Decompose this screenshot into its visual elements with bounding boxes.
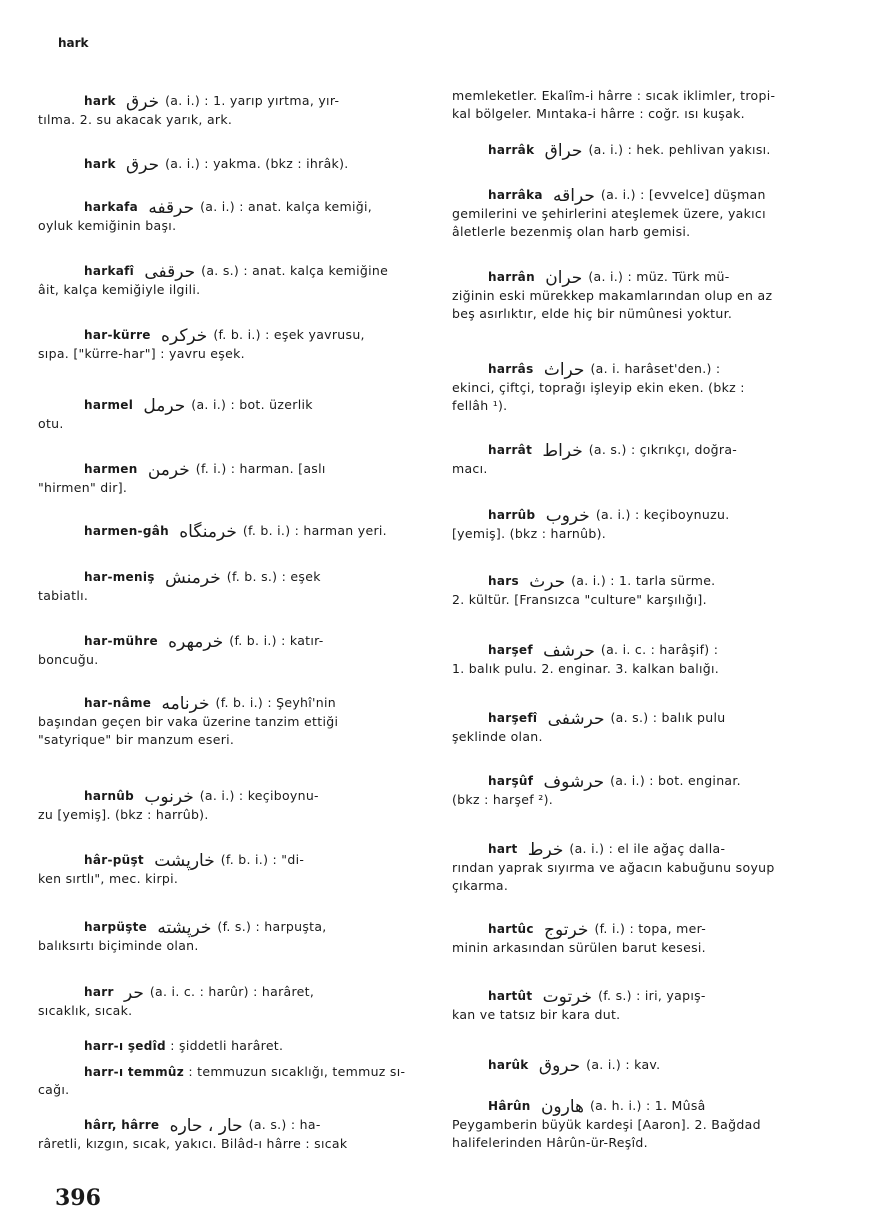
- headword: harmen-gâh: [84, 524, 169, 538]
- dictionary-entry: [452, 709, 725, 746]
- definition-continuation: 2. kültür. [Fransızca "culture" karşılığı].: [452, 592, 707, 607]
- headword: harrâs: [488, 362, 534, 376]
- entry-first-line: [38, 155, 349, 174]
- definition-text: (a. i.) : anat. kalça kemiği,: [200, 199, 373, 214]
- definition-continuation: râretli, kızgın, sıcak, yakıcı. Bilâd-ı hârre : sıcak: [38, 1136, 348, 1151]
- definition-text: (f. s.) : iri, yapış-: [598, 988, 706, 1003]
- headword: harşûf: [488, 774, 534, 788]
- arabic-script: خرنوب: [144, 787, 194, 807]
- dictionary-entry: [38, 155, 349, 174]
- definition-continuation: balıksırtı biçiminde olan.: [38, 938, 199, 953]
- arabic-script: حرمل: [143, 396, 186, 416]
- entry-first-line: [452, 87, 775, 105]
- definition-text: (a. s.) : çıkrıkçı, doğra-: [588, 442, 738, 457]
- definition-text: (f. b. i.) : eşek yavrusu,: [213, 327, 365, 342]
- dictionary-entry: [452, 141, 771, 160]
- definition-text: (a. i.) : kav.: [586, 1057, 661, 1072]
- dictionary-entry: [38, 198, 372, 235]
- entry-first-line: [452, 1056, 660, 1075]
- entry-first-line: [38, 92, 339, 111]
- definition-text: (a. h. i.) : 1. Mûsâ: [590, 1098, 706, 1113]
- definition-continuation: kan ve tatsız bir kara dut.: [452, 1007, 621, 1022]
- entry-first-line: [38, 632, 324, 651]
- definition-text: (a. i. c. : harâşif) :: [600, 642, 719, 657]
- arabic-script: حرقفه: [148, 198, 195, 218]
- dictionary-entry: [452, 572, 715, 609]
- arabic-script: خارپشت: [154, 851, 215, 871]
- dictionary-entry: [452, 186, 766, 241]
- entry-first-line: [38, 460, 326, 479]
- definition-continuation: ken sırtlı", mec. kirpi.: [38, 871, 179, 886]
- arabic-script: حرقفى: [144, 262, 196, 282]
- dictionary-entry: [38, 568, 321, 605]
- headword: harrât: [488, 443, 533, 457]
- dictionary-entry: [38, 326, 365, 363]
- dictionary-entry: [452, 506, 730, 543]
- dictionary-entry: [452, 920, 706, 957]
- definition-continuation: otu.: [38, 416, 64, 431]
- definition-text: (a. i.) : bot. enginar.: [610, 773, 741, 788]
- definition-text: (f. b. i.) : harman yeri.: [242, 523, 387, 538]
- arabic-script: حرشوف: [543, 772, 605, 792]
- definition-continuation: cağı.: [38, 1082, 70, 1097]
- dictionary-entry: [38, 396, 313, 433]
- headword: harnûb: [84, 789, 135, 803]
- arabic-script: حرشف: [543, 641, 595, 661]
- definition-continuation: sıpa. ["kürre-har"] : yavru eşek.: [38, 346, 245, 361]
- definition-continuation: başından geçen bir vaka üzerine tanzim ettiği: [38, 714, 339, 729]
- definition-continuation: (bkz : harşef ²).: [452, 792, 554, 807]
- entry-first-line: [38, 522, 387, 541]
- definition-text: (a. i. c. : harûr) : harâret,: [149, 984, 315, 999]
- definition-text: (f. b. s.) : eşek: [226, 569, 321, 584]
- definition-text: (f. b. i.) : "di-: [220, 852, 305, 867]
- entry-first-line: [38, 198, 372, 217]
- arabic-script: خرنامه: [161, 694, 210, 714]
- definition-continuation: Peygamberin büyük kardeşi [Aaron]. 2. Bağdad: [452, 1117, 761, 1132]
- arabic-script: حر: [123, 983, 144, 1003]
- headword: har-mühre: [84, 634, 158, 648]
- definition-text: : temmuzun sıcaklığı, temmuz sı-: [188, 1064, 406, 1079]
- headword: harrân: [488, 270, 535, 284]
- definition-continuation: tabiatlı.: [38, 588, 89, 603]
- entry-first-line: [38, 851, 304, 870]
- definition-continuation: boncuğu.: [38, 652, 99, 667]
- headword: harrûb: [488, 508, 536, 522]
- entry-first-line: [452, 840, 775, 859]
- dictionary-entry: [452, 87, 775, 123]
- headword: har-nâme: [84, 696, 152, 710]
- headword: harkafa: [84, 200, 139, 214]
- definition-continuation: şeklinde olan.: [452, 729, 543, 744]
- dictionary-entry: [38, 460, 326, 497]
- entry-first-line: [452, 141, 771, 160]
- entry-first-line: [38, 918, 327, 937]
- entry-first-line: [38, 1037, 283, 1055]
- definition-continuation: ekinci, çiftçi, toprağı işleyip ekin eken. (bkz :: [452, 380, 745, 395]
- definition-text: (a. i.) : keçiboynuzu.: [595, 507, 730, 522]
- entry-first-line: [38, 326, 365, 345]
- definition-continuation: [yemiş]. (bkz : harnûb).: [452, 526, 607, 541]
- definition-text: (a. s.) : balık pulu: [610, 710, 726, 725]
- dictionary-entry: [38, 522, 387, 541]
- definition-continuation: oyluk kemiğinin başı.: [38, 218, 177, 233]
- entry-first-line: [38, 1116, 347, 1135]
- dictionary-entry: [452, 1056, 660, 1075]
- definition-text: memleketler. Ekalîm-i hârre : sıcak iklimler, tropi-: [452, 88, 776, 103]
- definition-text: : şiddetli harâret.: [170, 1038, 284, 1053]
- entry-first-line: [38, 396, 313, 415]
- dictionary-entry: [38, 1037, 283, 1055]
- arabic-script: خرط: [527, 840, 564, 860]
- headword: hars: [488, 574, 519, 588]
- definition-text: (a. i.) : keçiboynu-: [199, 788, 319, 803]
- arabic-script: حراقه: [553, 186, 595, 206]
- entry-first-line: [38, 1063, 405, 1081]
- definition-continuation: 1. balık pulu. 2. enginar. 3. kalkan balığı.: [452, 661, 720, 676]
- definition-continuation: minin arkasından sürülen barut kesesi.: [452, 940, 706, 955]
- definition-text: (a. i.) : müz. Türk mü-: [588, 269, 730, 284]
- entry-first-line: [452, 268, 772, 287]
- definition-continuation: âit, kalça kemiğiyle ilgili.: [38, 282, 201, 297]
- headword: harûk: [488, 1058, 529, 1072]
- headword: harr-ı temmûz: [84, 1065, 185, 1079]
- arabic-script: خركره: [161, 326, 208, 346]
- dictionary-entry: [452, 1097, 761, 1152]
- entry-first-line: [452, 641, 719, 660]
- dictionary-entry: [452, 987, 706, 1024]
- headword: harmen: [84, 462, 138, 476]
- dictionary-entry: [38, 1116, 347, 1153]
- headword: hark: [84, 94, 116, 108]
- arabic-script: خروب: [545, 506, 590, 526]
- dictionary-entry: [452, 441, 737, 478]
- entry-first-line: [452, 360, 745, 379]
- headword: harrâka: [488, 188, 543, 202]
- definition-continuation: rından yaprak sıyırma ve ağacın kabuğunu soyup: [452, 860, 775, 875]
- dictionary-entry: [452, 268, 772, 323]
- entry-first-line: [38, 262, 388, 281]
- entry-first-line: [452, 1097, 761, 1116]
- headword: hârr, hârre: [84, 1118, 160, 1132]
- definition-continuation: çıkarma.: [452, 878, 509, 893]
- definition-text: (a. i.) : yakma. (bkz : ihrâk).: [165, 156, 349, 171]
- headword: hart: [488, 842, 518, 856]
- definition-text: (a. i.) : bot. üzerlik: [191, 397, 313, 412]
- dictionary-entry: [38, 851, 304, 888]
- page-number: 396: [55, 1185, 101, 1211]
- headword: harşefî: [488, 711, 538, 725]
- dictionary-entry: [38, 694, 338, 749]
- definition-text: (a. s.) : anat. kalça kemiğine: [201, 263, 389, 278]
- arabic-script: حراق: [544, 141, 583, 161]
- definition-continuation: zu [yemiş]. (bkz : harrûb).: [38, 807, 209, 822]
- definition-text: (a. i.) : [evvelce] düşman: [600, 187, 766, 202]
- dictionary-entry: [452, 641, 719, 678]
- definition-text: (a. i.) : hek. pehlivan yakısı.: [588, 142, 771, 157]
- definition-continuation: kal bölgeler. Mıntaka-i hârre : coğr. ısı kuşak.: [452, 106, 745, 121]
- arabic-script: حار ، حاره: [169, 1116, 243, 1136]
- dictionary-entry: [38, 262, 388, 299]
- arabic-script: خرتوج: [544, 920, 589, 940]
- arabic-script: خرپشته: [157, 918, 212, 938]
- arabic-script: خرمن: [147, 460, 190, 480]
- headword: harrâk: [488, 143, 535, 157]
- definition-text: (f. s.) : harpuşta,: [217, 919, 327, 934]
- entry-first-line: [452, 572, 715, 591]
- arabic-script: خرمنش: [164, 568, 221, 588]
- entry-first-line: [452, 987, 706, 1006]
- definition-text: (a. i.) : 1. yarıp yırtma, yır-: [165, 93, 340, 108]
- entry-first-line: [38, 983, 314, 1002]
- arabic-script: هارون: [540, 1097, 584, 1117]
- arabic-script: خرق: [126, 92, 160, 112]
- entry-first-line: [38, 787, 319, 806]
- arabic-script: حرث: [529, 572, 566, 592]
- headword: hartûc: [488, 922, 534, 936]
- definition-continuation: ziğinin eski mürekkep makamlarından olup en az: [452, 288, 773, 303]
- definition-text: (a. i.) : 1. tarla sürme.: [571, 573, 716, 588]
- definition-continuation: tılma. 2. su akacak yarık, ark.: [38, 112, 233, 127]
- entry-first-line: [452, 506, 730, 525]
- arabic-script: خرمنگاه: [179, 522, 237, 542]
- dictionary-entry: [38, 983, 314, 1020]
- headword: harpüşte: [84, 920, 148, 934]
- headword: harmel: [84, 398, 134, 412]
- dictionary-entry: [38, 632, 324, 669]
- arabic-script: حرق: [126, 155, 160, 175]
- headword: hark: [84, 157, 116, 171]
- definition-continuation: macı.: [452, 461, 488, 476]
- headword: har-kürre: [84, 328, 151, 342]
- entry-first-line: [38, 694, 338, 713]
- headword: harşef: [488, 643, 533, 657]
- dictionary-entry: [38, 918, 327, 955]
- definition-continuation: halifelerinden Hârûn-ür-Reşîd.: [452, 1135, 648, 1150]
- arabic-script: خرمهره: [168, 632, 224, 652]
- dictionary-entry: [452, 772, 741, 809]
- arabic-script: حراث: [543, 360, 585, 380]
- definition-text: (a. i.) : el ile ağaç dalla-: [569, 841, 726, 856]
- arabic-script: خرتوت: [542, 987, 593, 1007]
- running-head: hark: [58, 36, 89, 50]
- definition-text: (a. i. harâset'den.) :: [590, 361, 721, 376]
- arabic-script: خراط: [542, 441, 583, 461]
- entry-first-line: [452, 920, 706, 939]
- headword: harkafî: [84, 264, 135, 278]
- dictionary-entry: [452, 360, 745, 415]
- definition-continuation: fellâh ¹).: [452, 398, 508, 413]
- entry-first-line: [452, 709, 725, 728]
- entry-first-line: [452, 186, 766, 205]
- headword: har-meniş: [84, 570, 155, 584]
- definition-continuation: beş asırlıktır, elde hiç bir nümûnesi yoktur.: [452, 306, 733, 321]
- definition-text: (f. i.) : harman. [aslı: [195, 461, 326, 476]
- entry-first-line: [452, 772, 741, 791]
- headword: harr-ı şedîd: [84, 1039, 166, 1053]
- headword: Hârûn: [488, 1099, 531, 1113]
- definition-text: (a. s.) : ha-: [248, 1117, 321, 1132]
- entry-first-line: [452, 441, 737, 460]
- dictionary-entry: [38, 787, 319, 824]
- definition-text: (f. b. i.) : Şeyhî'nin: [215, 695, 336, 710]
- dictionary-entry: [452, 840, 775, 895]
- arabic-script: حروق: [538, 1056, 581, 1076]
- headword: harr: [84, 985, 114, 999]
- dictionary-entry: [38, 92, 339, 129]
- headword: hartût: [488, 989, 533, 1003]
- dictionary-entry: [38, 1063, 405, 1099]
- entry-first-line: [38, 568, 321, 587]
- headword: hâr-püşt: [84, 853, 144, 867]
- arabic-script: حرشفى: [547, 709, 605, 729]
- definition-continuation: âletlerle bezenmiş olan harb gemisi.: [452, 224, 691, 239]
- definition-continuation: gemilerini ve şehirlerini ateşlemek üzere, yakıcı: [452, 206, 766, 221]
- definition-text: (f. i.) : topa, mer-: [594, 921, 707, 936]
- arabic-script: حران: [545, 268, 583, 288]
- definition-text: (f. b. i.) : katır-: [229, 633, 324, 648]
- definition-continuation: sıcaklık, sıcak.: [38, 1003, 133, 1018]
- definition-continuation: "satyrique" bir manzum eseri.: [38, 732, 235, 747]
- definition-continuation: "hirmen" dir].: [38, 480, 128, 495]
